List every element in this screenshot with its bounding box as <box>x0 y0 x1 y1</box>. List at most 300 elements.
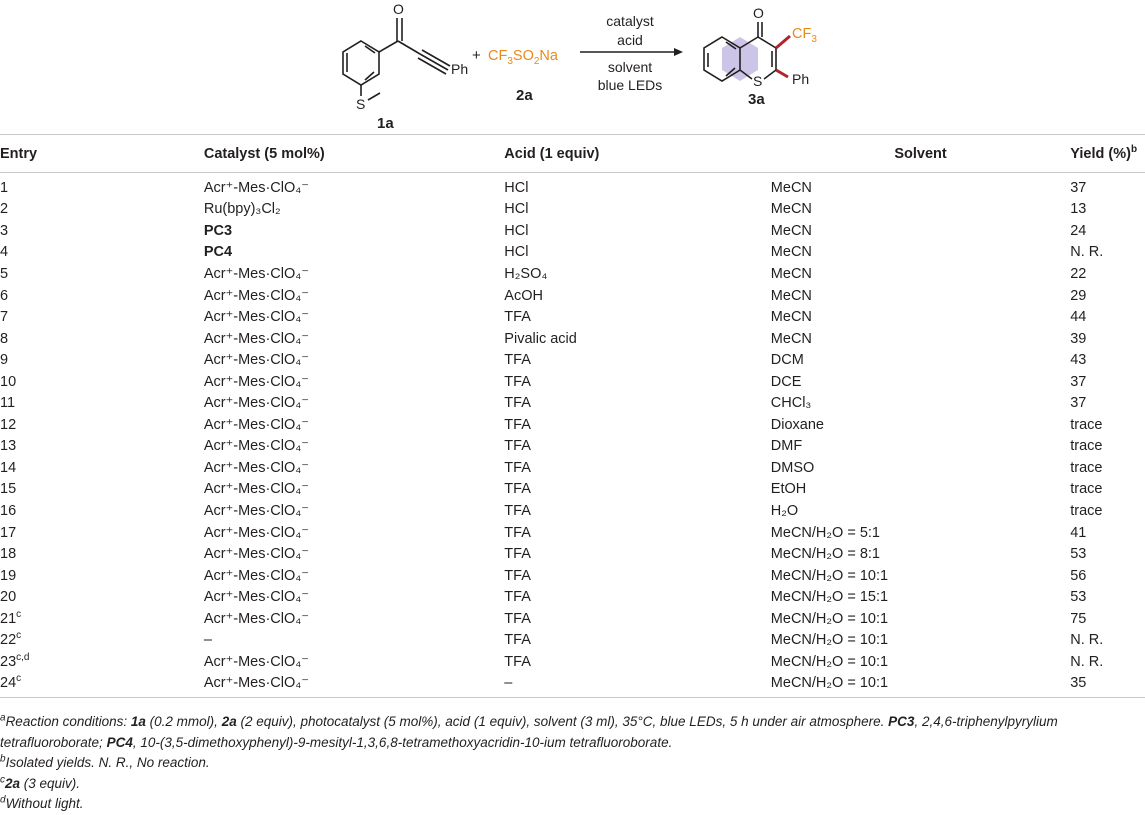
cell-yield <box>1070 220 1145 242</box>
cell-entry-text: 18 <box>0 546 17 563</box>
table-row <box>0 173 1145 199</box>
table-row <box>0 457 1145 479</box>
footnote-c <box>0 774 1130 795</box>
cell-catalyst <box>204 220 504 242</box>
cell-acid <box>504 285 765 307</box>
cell-catalyst-text: Acr⁺-Mes·ClO₄⁻ <box>203 610 309 627</box>
cell-entry <box>0 392 204 414</box>
cell-solvent-text: MeCN/H₂O = 15:1 <box>770 589 889 606</box>
footnote-a <box>0 712 1130 753</box>
group-ph-1a: Ph <box>451 61 469 77</box>
cell-catalyst-text: Acr⁺-Mes·ClO₄⁻ <box>203 524 309 541</box>
cell-acid-text: TFA <box>504 373 531 390</box>
cell-entry <box>0 457 204 479</box>
table-row <box>0 651 1145 673</box>
cell-yield-text: 39 <box>1070 330 1087 347</box>
cell-acid <box>504 242 765 264</box>
cell-catalyst-text: Acr⁺-Mes·ClO₄⁻ <box>203 481 309 498</box>
header-entry: Entry <box>0 135 204 173</box>
cell-solvent-text: MeCN/H₂O = 10:1 <box>770 653 889 670</box>
cell-yield <box>1070 629 1145 651</box>
cell-catalyst-text: Acr⁺-Mes·ClO₄⁻ <box>203 567 309 584</box>
cell-yield <box>1070 673 1145 698</box>
cell-acid <box>504 522 765 544</box>
cell-entry-text: 22 <box>0 632 17 649</box>
cell-solvent-text: DCE <box>770 373 802 390</box>
cell-catalyst <box>204 673 504 698</box>
cell-catalyst-text: Acr⁺-Mes·ClO₄⁻ <box>203 330 309 347</box>
cell-acid <box>504 263 765 285</box>
cell-acid-text: TFA <box>504 524 531 541</box>
cell-entry <box>0 349 204 371</box>
cell-catalyst <box>204 349 504 371</box>
cell-catalyst <box>204 651 504 673</box>
table-row <box>0 500 1145 522</box>
cell-solvent-text: H₂O <box>770 502 799 519</box>
footnote-a-mark: a <box>0 712 6 724</box>
cell-catalyst-text: Acr⁺-Mes·ClO₄⁻ <box>203 675 309 692</box>
header-catalyst: Catalyst (5 mol%) <box>204 135 504 173</box>
cell-acid-text: HCl <box>504 244 529 261</box>
cell-acid-text: TFA <box>504 546 531 563</box>
cell-acid <box>504 457 765 479</box>
cell-yield <box>1070 414 1145 436</box>
cell-acid-text: TFA <box>504 416 531 433</box>
cell-solvent-text: MeCN/H₂O = 5:1 <box>770 524 880 541</box>
table-row <box>0 263 1145 285</box>
cell-acid <box>504 543 765 565</box>
cell-yield-text: 35 <box>1070 675 1087 692</box>
table-row <box>0 629 1145 651</box>
cell-entry <box>0 242 204 264</box>
cell-catalyst-text: Acr⁺-Mes·ClO₄⁻ <box>203 287 309 304</box>
condition-light: blue LEDs <box>597 77 663 93</box>
cell-solvent <box>765 500 1070 522</box>
condition-acid: acid <box>617 32 643 48</box>
cell-catalyst-text: Acr⁺-Mes·ClO₄⁻ <box>203 352 309 369</box>
cell-yield-text: N. R. <box>1070 244 1104 261</box>
cell-catalyst-text: Acr⁺-Mes·ClO₄⁻ <box>203 589 309 606</box>
cell-acid-text: TFA <box>504 309 531 326</box>
cell-entry-text: 13 <box>0 438 17 455</box>
cell-acid <box>504 479 765 501</box>
reactant-1a-structure <box>343 18 450 100</box>
cell-yield-text: 37 <box>1070 395 1087 412</box>
cell-entry <box>0 328 204 350</box>
cell-acid-text: TFA <box>504 459 531 476</box>
table-header-row <box>0 135 1145 173</box>
cell-catalyst <box>204 479 504 501</box>
cell-acid-text: TFA <box>504 589 531 606</box>
cell-entry <box>0 586 204 608</box>
table-row <box>0 242 1145 264</box>
cell-entry-text: 24 <box>0 675 17 692</box>
cell-catalyst <box>204 173 504 199</box>
reaction-scheme <box>0 0 1145 128</box>
arrow-head <box>674 48 683 56</box>
cell-solvent <box>765 565 1070 587</box>
cell-solvent-text: DMF <box>770 438 803 455</box>
cell-solvent <box>765 522 1070 544</box>
table-row <box>0 543 1145 565</box>
cell-entry-text: 16 <box>0 502 17 519</box>
cell-yield-text: 29 <box>1070 287 1087 304</box>
cell-acid-text: H₂SO₄ <box>504 265 548 282</box>
cell-entry-text: 11 <box>0 395 16 412</box>
atom-o-3a: O <box>753 5 764 21</box>
cell-yield <box>1070 565 1145 587</box>
cell-solvent <box>765 285 1070 307</box>
cell-catalyst-text: PC3 <box>203 222 233 239</box>
cell-yield-text: 43 <box>1070 352 1087 369</box>
cell-catalyst <box>204 522 504 544</box>
cell-entry <box>0 436 204 458</box>
cell-entry <box>0 285 204 307</box>
cell-yield-text: 53 <box>1070 546 1087 563</box>
cell-acid-text: Pivalic acid <box>504 330 577 347</box>
cell-solvent <box>765 220 1070 242</box>
cell-solvent <box>765 436 1070 458</box>
cell-yield <box>1070 173 1145 199</box>
cell-solvent-text: MeCN/H₂O = 10:1 <box>770 610 889 627</box>
entry-footnote-mark: c <box>16 608 22 620</box>
cell-yield-text: 56 <box>1070 567 1087 584</box>
cell-entry-text: 21 <box>0 610 17 627</box>
cell-acid <box>504 306 765 328</box>
cell-acid-text: TFA <box>504 395 531 412</box>
cell-yield <box>1070 328 1145 350</box>
table-row <box>0 673 1145 698</box>
cell-catalyst <box>204 543 504 565</box>
cell-entry-text: 15 <box>0 481 17 498</box>
cell-entry-text: 12 <box>0 416 17 433</box>
cell-yield <box>1070 199 1145 221</box>
cell-solvent <box>765 414 1070 436</box>
cell-catalyst <box>204 199 504 221</box>
table-row <box>0 220 1145 242</box>
cell-entry-text: 8 <box>0 330 9 347</box>
cell-entry <box>0 565 204 587</box>
cell-solvent <box>765 199 1070 221</box>
cell-yield <box>1070 522 1145 544</box>
cell-catalyst-text: Acr⁺-Mes·ClO₄⁻ <box>203 502 309 519</box>
cell-solvent <box>765 457 1070 479</box>
cell-catalyst <box>204 457 504 479</box>
cell-yield <box>1070 242 1145 264</box>
cell-acid <box>504 220 765 242</box>
cell-acid-text: TFA <box>504 352 531 369</box>
table-row <box>0 392 1145 414</box>
footnote-a-text2: (0.2 mmol), <box>145 714 222 729</box>
group-cf3-3a: $CF_3$ <box>792 26 817 45</box>
footnote-b-mark: b <box>0 753 6 765</box>
cell-yield-text: 75 <box>1070 610 1087 627</box>
cell-acid <box>504 414 765 436</box>
cell-yield-text: trace <box>1070 438 1103 455</box>
cell-yield-text: 13 <box>1070 201 1087 218</box>
cell-yield <box>1070 436 1145 458</box>
cell-solvent <box>765 263 1070 285</box>
cell-entry-text: 7 <box>0 309 9 326</box>
cell-yield <box>1070 371 1145 393</box>
table-row <box>0 371 1145 393</box>
cell-acid <box>504 673 765 698</box>
cell-catalyst-text: Acr⁺-Mes·ClO₄⁻ <box>203 416 309 433</box>
cell-yield-text: trace <box>1070 416 1103 433</box>
cell-entry <box>0 500 204 522</box>
footnote-a-bold2: 2a <box>221 714 237 729</box>
cell-yield-text: 22 <box>1070 265 1087 282</box>
cell-yield-text: 37 <box>1070 179 1087 196</box>
cell-acid <box>504 392 765 414</box>
cell-catalyst <box>204 608 504 630</box>
cell-solvent-text: MeCN <box>770 287 812 304</box>
cell-catalyst-text: Acr⁺-Mes·ClO₄⁻ <box>203 438 309 455</box>
table-row <box>0 306 1145 328</box>
cell-yield-text: 41 <box>1070 524 1087 541</box>
cell-entry <box>0 306 204 328</box>
cell-solvent-text: MeCN/H₂O = 10:1 <box>770 567 889 584</box>
cell-entry <box>0 673 204 698</box>
optimization-table <box>0 134 1145 698</box>
table-row <box>0 522 1145 544</box>
cell-acid <box>504 436 765 458</box>
reagent-formula: $CF_3SO_2Na$ <box>488 48 558 67</box>
cell-entry-text: 1 <box>0 179 9 196</box>
cell-catalyst <box>204 242 504 264</box>
cell-yield-text: 37 <box>1070 373 1087 390</box>
cell-yield <box>1070 306 1145 328</box>
cell-solvent-text: MeCN <box>770 244 812 261</box>
compound-label-1a: 1a <box>377 115 394 128</box>
cell-solvent <box>765 392 1070 414</box>
condition-catalyst: catalyst <box>606 13 654 29</box>
cell-entry <box>0 651 204 673</box>
footnote-a-text5: , 10-(3,5-dimethoxyphenyl)-9-mesityl-1,3,6,8-tetramethoxyacridin-10-ium tetrafluoroborate. <box>132 734 673 750</box>
cell-solvent <box>765 242 1070 264</box>
cell-solvent-text: MeCN <box>770 179 812 196</box>
table-row <box>0 436 1145 458</box>
header-yield-label: Yield (%) <box>1070 145 1131 162</box>
cell-yield <box>1070 608 1145 630</box>
cell-yield-text: 24 <box>1070 222 1087 239</box>
table-row <box>0 479 1145 501</box>
cell-catalyst <box>204 392 504 414</box>
cell-yield-text: 44 <box>1070 309 1087 326</box>
cell-acid-text: TFA <box>504 653 531 670</box>
footnote-a-bold4: PC4 <box>106 734 133 750</box>
entry-footnote-mark: c <box>16 673 22 685</box>
cell-acid <box>504 586 765 608</box>
cell-solvent-text: MeCN <box>770 201 812 218</box>
cell-acid <box>504 371 765 393</box>
cell-catalyst <box>204 500 504 522</box>
footnote-b-text: Isolated yields. N. R., No reaction. <box>5 755 210 770</box>
product-3a-structure <box>704 22 790 81</box>
condition-solvent: solvent <box>607 59 653 75</box>
cell-acid-text: TFA <box>504 632 531 649</box>
header-solvent: Solvent <box>765 135 1070 173</box>
cell-entry <box>0 263 204 285</box>
cell-yield <box>1070 349 1145 371</box>
table-row <box>0 565 1145 587</box>
cell-solvent-text: MeCN/H₂O = 10:1 <box>770 632 889 649</box>
cell-yield <box>1070 479 1145 501</box>
cell-acid-text: – <box>504 675 513 692</box>
footnote-d-mark: d <box>0 794 6 806</box>
cell-solvent-text: MeCN/H₂O = 8:1 <box>770 546 880 563</box>
cell-catalyst-text: Acr⁺-Mes·ClO₄⁻ <box>203 179 309 196</box>
cell-entry-text: 20 <box>0 589 17 606</box>
cell-entry <box>0 522 204 544</box>
cell-acid-text: TFA <box>504 567 531 584</box>
cell-entry <box>0 608 204 630</box>
cell-yield-text: trace <box>1070 481 1103 498</box>
cell-acid <box>504 349 765 371</box>
cell-solvent <box>765 543 1070 565</box>
cell-solvent-text: Dioxane <box>770 416 824 433</box>
cell-solvent <box>765 306 1070 328</box>
cell-entry-text: 19 <box>0 567 17 584</box>
footnote-d <box>0 794 1130 815</box>
table-row <box>0 328 1145 350</box>
atom-o-1a: O <box>393 1 404 17</box>
cell-catalyst <box>204 629 504 651</box>
cell-catalyst-text: PC4 <box>203 244 233 261</box>
cell-acid-text: TFA <box>504 610 531 627</box>
cell-solvent-text: EtOH <box>770 481 807 498</box>
cell-acid <box>504 199 765 221</box>
group-ph-3a: Ph <box>792 71 810 87</box>
cell-catalyst <box>204 285 504 307</box>
cell-yield <box>1070 500 1145 522</box>
compound-label-3a: 3a <box>748 91 765 108</box>
cell-acid-text: TFA <box>504 438 531 455</box>
cell-entry <box>0 173 204 199</box>
cell-catalyst-text: Acr⁺-Mes·ClO₄⁻ <box>203 459 309 476</box>
cell-entry-text: 4 <box>0 244 9 261</box>
table-row <box>0 586 1145 608</box>
cell-acid <box>504 328 765 350</box>
cell-solvent-text: MeCN <box>770 265 812 282</box>
cell-entry <box>0 479 204 501</box>
cell-solvent-text: MeCN <box>770 222 812 239</box>
cell-entry-text: 3 <box>0 222 9 239</box>
table-row <box>0 349 1145 371</box>
cell-acid-text: HCl <box>504 201 529 218</box>
cell-acid <box>504 500 765 522</box>
cell-catalyst <box>204 263 504 285</box>
cell-catalyst <box>204 371 504 393</box>
cell-yield-text: trace <box>1070 459 1103 476</box>
cell-solvent-text: DCM <box>770 352 804 369</box>
table-row <box>0 285 1145 307</box>
cell-solvent <box>765 328 1070 350</box>
cell-entry-text: 2 <box>0 201 9 218</box>
cell-entry <box>0 414 204 436</box>
cell-solvent <box>765 651 1070 673</box>
cell-acid <box>504 629 765 651</box>
cell-acid-text: TFA <box>504 502 531 519</box>
table-row <box>0 414 1145 436</box>
table-footnotes <box>0 712 1130 815</box>
cell-acid-text: AcOH <box>504 287 543 304</box>
cell-catalyst-text: Acr⁺-Mes·ClO₄⁻ <box>203 265 309 282</box>
footnote-a-bold1: 1a <box>130 714 146 729</box>
cell-solvent <box>765 629 1070 651</box>
cell-catalyst-text: Acr⁺-Mes·ClO₄⁻ <box>203 395 309 412</box>
cell-yield-text: N. R. <box>1070 632 1104 649</box>
cell-entry-text: 23 <box>0 653 17 670</box>
table-body <box>0 173 1145 698</box>
cell-yield <box>1070 285 1145 307</box>
table-row <box>0 608 1145 630</box>
cell-yield <box>1070 651 1145 673</box>
table-row <box>0 199 1145 221</box>
footnote-c-bold1: 2a <box>5 775 21 791</box>
cell-catalyst <box>204 414 504 436</box>
cell-solvent <box>765 608 1070 630</box>
cell-solvent-text: MeCN/H₂O = 10:1 <box>770 675 889 692</box>
cell-solvent <box>765 479 1070 501</box>
cell-entry-text: 5 <box>0 265 9 282</box>
cell-catalyst-text: Acr⁺-Mes·ClO₄⁻ <box>203 309 309 326</box>
entry-footnote-mark: c <box>16 630 22 642</box>
cell-entry-text: 6 <box>0 287 9 304</box>
cell-yield <box>1070 263 1145 285</box>
cell-solvent <box>765 673 1070 698</box>
cell-entry <box>0 220 204 242</box>
cell-solvent-text: CHCl₃ <box>770 395 812 412</box>
header-yield-footnote-mark: b <box>1130 143 1138 155</box>
footnote-a-text3: (2 equiv), photocatalyst (5 mol%), acid (1 equiv), solvent (3 ml), 35°C, blue LEDs, 5 h under air atmosphere. <box>236 714 889 729</box>
cell-solvent-text: DMSO <box>770 459 815 476</box>
header-acid: Acid (1 equiv) <box>504 135 765 173</box>
cell-yield <box>1070 543 1145 565</box>
cell-catalyst <box>204 306 504 328</box>
cell-catalyst-text: Acr⁺-Mes·ClO₄⁻ <box>203 373 309 390</box>
cell-entry-text: 10 <box>0 373 17 390</box>
atom-s-1a: S <box>356 96 366 112</box>
cell-acid-text: TFA <box>504 481 531 498</box>
footnote-a-text1: Reaction conditions: <box>5 714 131 729</box>
atom-s-3a: S <box>753 73 763 89</box>
footnote-c-mark: c <box>0 774 5 785</box>
cell-solvent-text: MeCN <box>770 330 812 347</box>
cell-acid <box>504 565 765 587</box>
cell-yield <box>1070 457 1145 479</box>
cell-catalyst-text: Acr⁺-Mes·ClO₄⁻ <box>203 653 309 670</box>
cell-acid-text: HCl <box>504 222 529 239</box>
cell-entry <box>0 629 204 651</box>
cell-catalyst-text: Acr⁺-Mes·ClO₄⁻ <box>203 546 309 563</box>
cell-entry-text: 9 <box>0 352 9 369</box>
cell-acid <box>504 608 765 630</box>
plus-sign: + <box>472 47 481 64</box>
cell-catalyst <box>204 328 504 350</box>
footnote-a-bold3: PC3 <box>888 714 915 729</box>
footnote-d-text: Without light. <box>5 796 84 811</box>
footnote-b <box>0 753 1130 774</box>
cell-entry <box>0 199 204 221</box>
compound-label-2a: 2a <box>516 87 533 104</box>
entry-footnote-mark: c,d <box>16 651 30 663</box>
cell-solvent <box>765 349 1070 371</box>
header-yield <box>1070 135 1145 173</box>
cell-catalyst <box>204 586 504 608</box>
footnote-c-text: (3 equiv). <box>20 775 81 791</box>
cell-yield <box>1070 392 1145 414</box>
